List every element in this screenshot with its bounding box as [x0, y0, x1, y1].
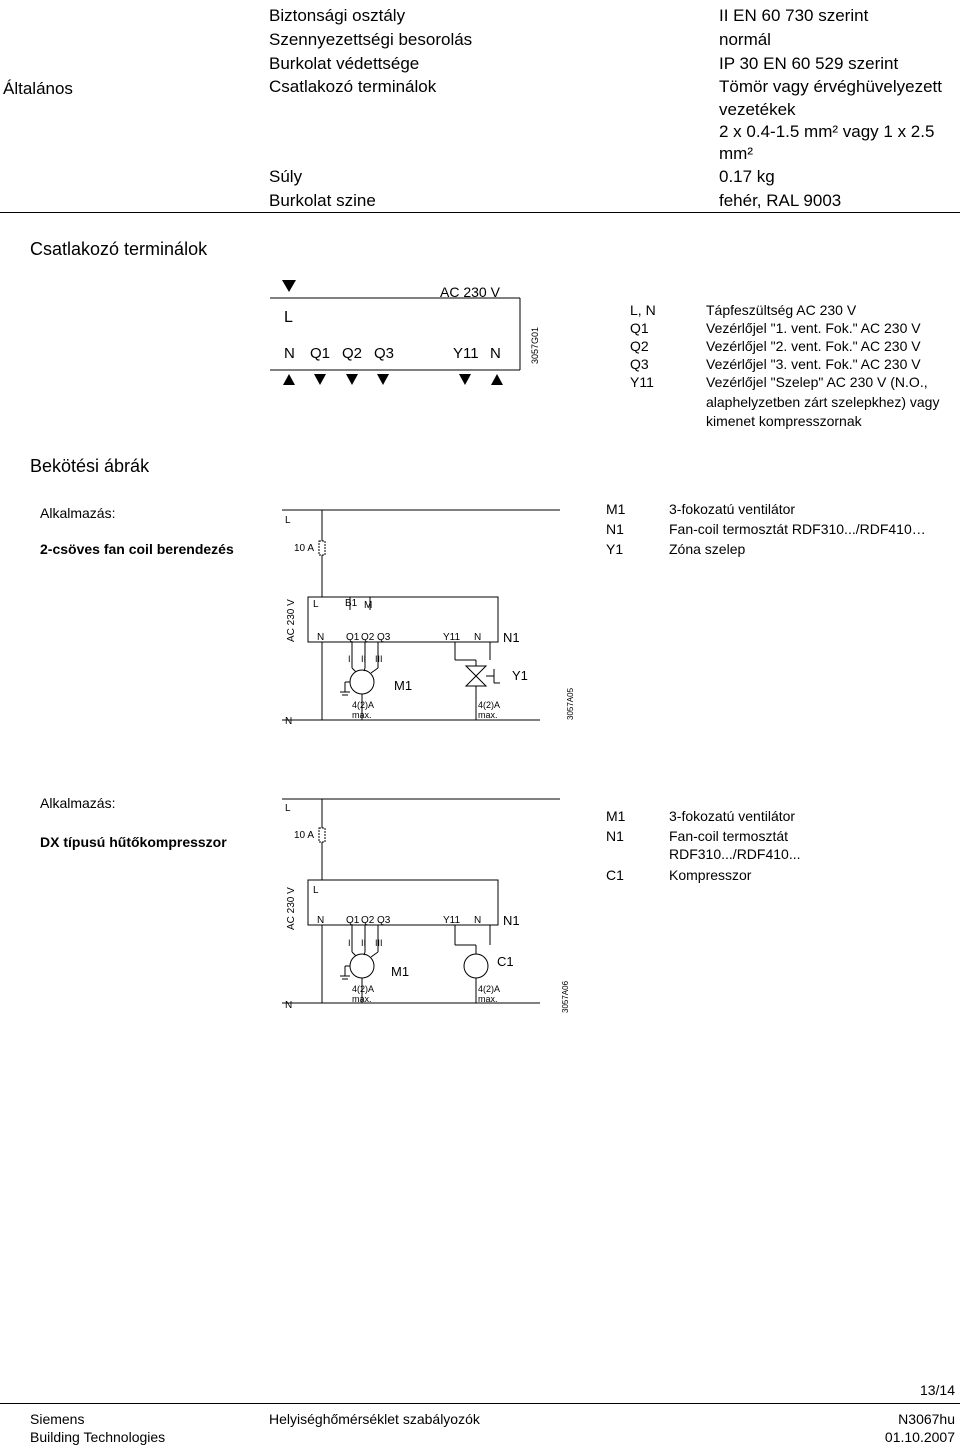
section-label-general: Általános: [3, 79, 73, 98]
rail-L-label: L: [285, 803, 291, 814]
legend-key: M1: [606, 501, 626, 517]
term-L-label: L: [313, 885, 319, 896]
load-label: 4(2)A: [478, 700, 501, 710]
spec-value: II EN 60 730 szerint: [719, 6, 869, 25]
load-label: 4(2)A: [478, 984, 501, 994]
diagram-code: 3057A05: [566, 687, 575, 720]
legend-desc: Tápfeszültség AC 230 V: [706, 302, 857, 318]
legend-desc: Vezérlőjel "1. vent. Fok." AC 230 V: [706, 320, 921, 336]
footer-doc-no: N3067hu: [898, 1411, 955, 1427]
legend-desc: Vezérlőjel "3. vent. Fok." AC 230 V: [706, 356, 921, 372]
m1-label: M1: [394, 678, 413, 693]
legend-desc: alaphelyzetben zárt szelepkhez) vagy: [706, 394, 940, 410]
terminal-L-label: L: [284, 309, 293, 326]
supply-label: AC 230 V: [286, 887, 297, 930]
term-Q1-label: Q1: [346, 632, 360, 643]
spec-value: 0.17 kg: [719, 167, 775, 186]
term-Y11-label: Y11: [443, 915, 461, 926]
footer-doc-title: Helyiséghőmérséklet szabályozók: [269, 1411, 480, 1427]
diagram-code: 3057G01: [530, 326, 540, 364]
legend-desc: Fan-coil termosztát: [669, 828, 789, 844]
n1-label: N1: [503, 630, 520, 645]
term-N2-label: N: [474, 632, 482, 643]
legend-desc: Vezérlőjel "2. vent. Fok." AC 230 V: [706, 338, 921, 354]
app1-label: Alkalmazás:: [40, 505, 116, 521]
term-B1-label: B1: [345, 598, 358, 609]
footer-divider: [0, 1403, 960, 1404]
spec-value: Tömör vagy érvéghüvelyezett: [719, 77, 942, 96]
diagram-code: 3057A06: [561, 980, 570, 1013]
legend-key: L, N: [630, 302, 656, 318]
legend-desc: Kompresszor: [669, 867, 752, 883]
legend-desc: 3-fokozatú ventilátor: [669, 501, 796, 517]
app1-name: 2-csöves fan coil berendezés: [40, 541, 234, 557]
stage-II-label: II: [361, 654, 367, 664]
load-max-label: max.: [352, 710, 372, 720]
term-Q3-label: Q3: [377, 632, 391, 643]
spec-value: IP 30 EN 60 529 szerint: [719, 54, 899, 73]
spec-label: Biztonsági osztály: [269, 6, 406, 25]
terminal-Q1-label: Q1: [310, 345, 331, 362]
n1-label: N1: [503, 913, 520, 928]
spec-value: fehér, RAL 9003: [719, 191, 842, 210]
rail-N-label: N: [285, 716, 293, 727]
stage-III-label: III: [375, 654, 383, 664]
y1-label: Y1: [512, 668, 528, 683]
supply-label: AC 230 V: [286, 599, 297, 642]
terminal-N-label: N: [284, 345, 295, 362]
legend-key: Q3: [630, 356, 649, 372]
legend-desc: 3-fokozatú ventilátor: [669, 808, 796, 824]
term-Q2-label: Q2: [361, 915, 375, 926]
page-number: 13/14: [919, 1382, 955, 1398]
section-title-wiring: Bekötési ábrák: [30, 456, 150, 476]
spec-label: Burkolat szine: [269, 191, 376, 210]
legend-key: Y1: [606, 541, 624, 557]
fuse-label: 10 A: [294, 543, 315, 554]
legend-key: Q2: [630, 338, 649, 354]
m1-label: M1: [391, 964, 410, 979]
term-Q1-label: Q1: [346, 915, 360, 926]
legend-desc: Zóna szelep: [669, 541, 746, 557]
spec-value: mm²: [719, 144, 753, 163]
footer-division: Building Technologies: [30, 1429, 166, 1445]
fuse-label: 10 A: [294, 830, 315, 841]
stage-I-label: I: [348, 938, 351, 948]
section-title-terminals: Csatlakozó terminálok: [30, 239, 208, 259]
legend-key: C1: [606, 867, 624, 883]
load-label: 4(2)A: [352, 984, 375, 994]
legend-desc: Fan-coil termosztát RDF310.../RDF410…: [669, 521, 926, 537]
load-max-label: max.: [478, 710, 498, 720]
term-M-label: M: [364, 600, 373, 611]
load-max-label: max.: [352, 994, 372, 1004]
stage-I-label: I: [348, 654, 351, 664]
legend-desc: kimenet kompresszornak: [706, 413, 862, 429]
spec-label: Csatlakozó terminálok: [269, 77, 437, 96]
spec-value: vezetékek: [719, 100, 796, 119]
legend-key: Q1: [630, 320, 649, 336]
load-max-label: max.: [478, 994, 498, 1004]
app2-name: DX típusú hűtőkompresszor: [40, 834, 227, 850]
spec-label: Szennyezettségi besorolás: [269, 30, 473, 49]
term-Q3-label: Q3: [377, 915, 391, 926]
terminal-N2-label: N: [490, 345, 501, 362]
legend-key: M1: [606, 808, 626, 824]
spec-value: normál: [719, 30, 771, 49]
legend-desc: RDF310.../RDF410...: [669, 846, 801, 862]
term-N2-label: N: [474, 915, 482, 926]
spec-value: 2 x 0.4-1.5 mm² vagy 1 x 2.5: [719, 122, 935, 141]
footer-company: Siemens: [30, 1411, 85, 1427]
terminal-Q3-label: Q3: [374, 345, 395, 362]
spec-label: Súly: [269, 167, 303, 186]
legend-key: Y11: [630, 374, 654, 390]
stage-II-label: II: [361, 938, 367, 948]
term-Y11-label: Y11: [443, 632, 461, 643]
c1-label: C1: [497, 954, 514, 969]
term-L-label: L: [313, 599, 319, 610]
term-Q2-label: Q2: [361, 632, 375, 643]
term-N-label: N: [317, 632, 325, 643]
rail-N-label: N: [285, 1000, 293, 1011]
terminal-Q2-label: Q2: [342, 345, 363, 362]
rail-L-label: L: [285, 515, 291, 526]
term-N-label: N: [317, 915, 325, 926]
spec-label: Burkolat védettsége: [269, 54, 420, 73]
legend-key: N1: [606, 521, 624, 537]
load-label: 4(2)A: [352, 700, 375, 710]
app2-label: Alkalmazás:: [40, 795, 116, 811]
legend-desc: Vezérlőjel "Szelep" AC 230 V (N.O.,: [706, 374, 928, 390]
legend-key: N1: [606, 828, 624, 844]
footer-date: 01.10.2007: [884, 1429, 955, 1445]
stage-III-label: III: [375, 938, 383, 948]
terminal-Y11-label: Y11: [453, 345, 479, 362]
terminal-supply-label: AC 230 V: [440, 284, 500, 300]
